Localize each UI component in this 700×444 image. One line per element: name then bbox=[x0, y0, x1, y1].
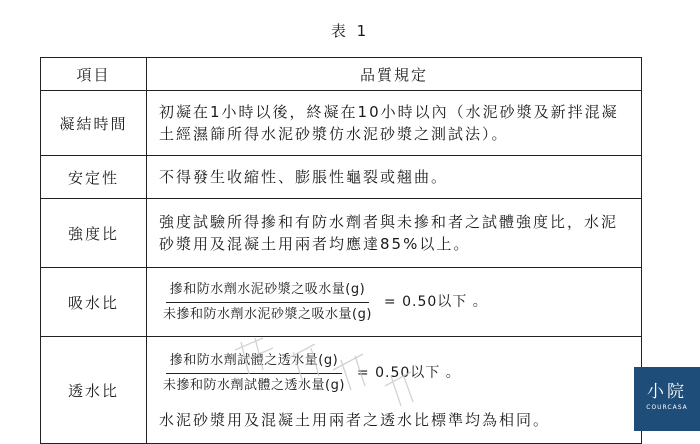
absorption-formula bbox=[159, 279, 629, 326]
row-spec-absorption-ratio bbox=[147, 268, 642, 337]
formula-limit: = 0.50以下 。 bbox=[356, 365, 461, 381]
header-spec: 品質規定 bbox=[147, 58, 642, 91]
table-row bbox=[41, 199, 642, 268]
row-item-absorption-ratio: 吸水比 bbox=[41, 268, 147, 337]
table-header-row bbox=[41, 58, 642, 91]
permeability-note: 水泥砂漿用及混凝土用兩者之透水比標準均為相同。 bbox=[159, 410, 551, 429]
table-row bbox=[41, 156, 642, 199]
permeability-formula bbox=[159, 350, 629, 397]
brand-logo bbox=[634, 367, 700, 431]
table-row bbox=[41, 268, 642, 337]
logo-name: 小院 bbox=[647, 382, 687, 402]
absorption-fraction bbox=[159, 279, 376, 326]
row-item-permeability-ratio: 透水比 bbox=[41, 337, 147, 444]
formula-limit: = 0.50以下 。 bbox=[383, 294, 488, 310]
table-row bbox=[41, 337, 642, 444]
row-spec-permeability-ratio bbox=[147, 337, 642, 444]
fraction-numerator: 摻和防水劑水泥砂漿之吸水量(g) bbox=[166, 279, 369, 303]
row-spec-strength-ratio: 強度試驗所得摻和有防水劑者與未摻和者之試體強度比，水泥砂漿用及混凝土用兩者均應達85%以上。 bbox=[147, 199, 642, 268]
table-row bbox=[41, 91, 642, 156]
row-item-soundness: 安定性 bbox=[41, 156, 147, 199]
logo-subtitle: COURCASA bbox=[646, 404, 688, 411]
quality-spec-table bbox=[40, 57, 642, 444]
fraction-denominator: 未摻和防水劑試體之透水量(g) bbox=[163, 377, 345, 393]
row-item-strength-ratio: 強度比 bbox=[41, 199, 147, 268]
row-spec-setting-time: 初凝在1小時以後，終凝在10小時以內（水泥砂漿及新拌混凝土經濕篩所得水泥砂漿仿水泥砂漿之測試法）。 bbox=[147, 91, 642, 156]
row-item-setting-time: 凝結時間 bbox=[41, 91, 147, 156]
header-item: 項目 bbox=[41, 58, 147, 91]
permeability-fraction bbox=[159, 350, 349, 397]
fraction-denominator: 未摻和防水劑水泥砂漿之吸水量(g) bbox=[163, 306, 372, 322]
fraction-numerator: 摻和防水劑試體之透水量(g) bbox=[166, 350, 342, 374]
table-caption: 表 1 bbox=[330, 22, 370, 40]
row-spec-soundness: 不得發生收縮性、膨脹性龜裂或翹曲。 bbox=[147, 156, 642, 199]
